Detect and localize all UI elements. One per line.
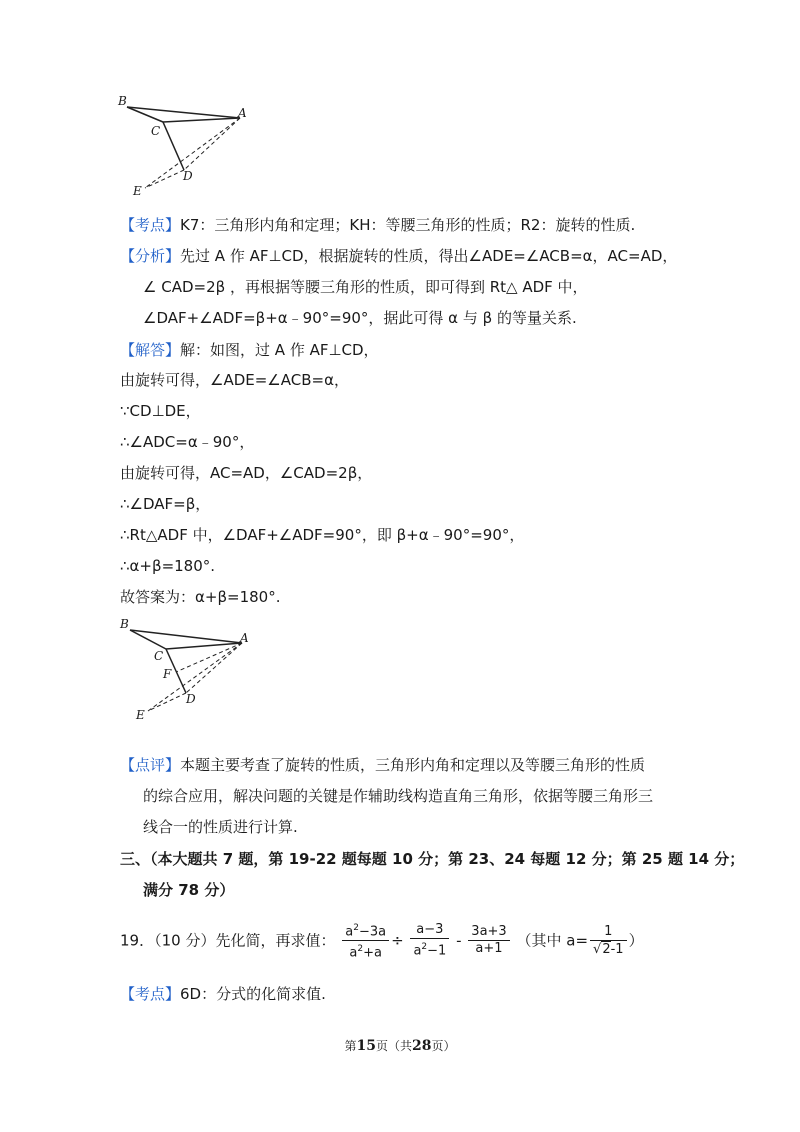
condition-numerator: 1 xyxy=(604,923,613,939)
jieda-step-8: 故答案为：α+β=180°. xyxy=(120,588,281,606)
jieda-step-2: ∵CD⊥DE， xyxy=(120,402,201,420)
fraction-2 xyxy=(410,922,449,959)
sqrt-sign: √ xyxy=(593,941,602,957)
fraction-1-numerator: $a^2-3a$ xyxy=(345,923,387,940)
total-pages: 28 xyxy=(412,1038,432,1054)
jieda-text-0: 解：如图，过 A 作 AF⊥CD， xyxy=(180,341,379,359)
jieda-step-5: ∴∠DAF=β， xyxy=(120,495,211,513)
fraction-3 xyxy=(468,924,509,957)
kaodian-1-text: K7：三角形内角和定理；KH：等腰三角形的性质；R2：旋转的性质. xyxy=(180,216,636,234)
label-a: A xyxy=(238,106,247,120)
jieda-step-1: 由旋转可得，∠ADE=∠ACB=α， xyxy=(120,371,349,389)
fraction-2-numerator: a−3 xyxy=(416,922,444,938)
jieda-step-3: ∴∠ADC=α﹣90°， xyxy=(120,433,255,451)
dianping-text-1: 本题主要考查了旋转的性质，三角形内角和定理以及等腰三角形的性质 xyxy=(180,756,646,774)
label-e: E xyxy=(136,708,145,722)
kaodian-2-tag: 【考点】 xyxy=(120,985,181,1003)
jieda-tag: 【解答】 xyxy=(120,341,181,359)
kaodian-1 xyxy=(120,215,635,235)
condition-fraction xyxy=(590,924,627,958)
divide-sign: ÷ xyxy=(391,931,404,950)
label-f: F xyxy=(163,667,172,681)
section-3-heading-2: 满分 78 分） xyxy=(143,881,235,899)
label-c: C xyxy=(154,649,164,663)
condition-prefix: （其中 a= xyxy=(516,931,589,950)
fraction-2-denominator: $a^2-1$ xyxy=(410,938,449,959)
label-b: B xyxy=(120,617,129,631)
fraction-1 xyxy=(342,920,389,962)
dianping-line-3: 线合一的性质进行计算. xyxy=(143,818,298,836)
page-footer: 第15页（共28页） xyxy=(344,1038,456,1054)
dianping-line-2: 的综合应用，解决问题的关键是作辅助线构造直角三角形，依据等腰三角形三 xyxy=(143,787,654,805)
question-19 xyxy=(120,920,644,962)
label-b: B xyxy=(118,94,127,108)
label-c: C xyxy=(151,124,161,138)
fenxi-tag: 【分析】 xyxy=(120,247,181,265)
fraction-3-numerator: 3a+3 xyxy=(471,924,507,940)
condition-suffix: ） xyxy=(628,931,644,950)
fenxi-line-2: ∠ CAD=2β ，再根据等腰三角形的性质，即可得到 Rt△ ADF 中， xyxy=(143,278,588,296)
condition-denominator: √2-1 xyxy=(590,940,627,958)
q19-prefix: 19．（10 分）先化简，再求值： xyxy=(120,931,336,950)
fraction-1-denominator: $a^2+a$ xyxy=(342,940,389,961)
fenxi-text-1: 先过 A 作 AF⊥CD，根据旋转的性质，得出∠ADE=∠ACB=α，AC=AD， xyxy=(180,247,678,265)
fraction-3-denominator: a+1 xyxy=(468,940,509,957)
figure-2 xyxy=(118,617,258,725)
sqrt-radicand: 2 xyxy=(602,941,611,957)
minus-sign: - xyxy=(456,931,462,950)
label-d: D xyxy=(183,169,193,183)
kaodian-1-tag: 【考点】 xyxy=(120,216,181,234)
dianping-tag: 【点评】 xyxy=(120,756,181,774)
current-page: 15 xyxy=(356,1038,376,1054)
fenxi-line-3: ∠DAF+∠ADF=β+α﹣90°=90°，据此可得 α 与 β 的等量关系. xyxy=(143,309,577,327)
figure-1 xyxy=(115,92,255,202)
label-e: E xyxy=(133,184,142,198)
jieda-step-7: ∴α+β=180°. xyxy=(120,557,216,575)
label-a: A xyxy=(240,631,249,645)
jieda-line-0 xyxy=(120,340,379,360)
jieda-step-4: 由旋转可得，AC=AD，∠CAD=2β， xyxy=(120,464,373,482)
jieda-step-6: ∴Rt△ADF 中，∠DAF+∠ADF=90°，即 β+α﹣90°=90°， xyxy=(120,526,525,544)
dianping-line-1 xyxy=(120,755,645,775)
fenxi-line-1 xyxy=(120,246,677,266)
kaodian-2 xyxy=(120,984,326,1004)
section-3-heading: 三、（本大题共 7 题，第 19-22 题每题 10 分；第 23、24 每题 12 分；第 25 题 14 分； xyxy=(120,850,745,868)
label-d: D xyxy=(186,692,196,706)
kaodian-2-text: 6D：分式的化简求值. xyxy=(180,985,326,1003)
